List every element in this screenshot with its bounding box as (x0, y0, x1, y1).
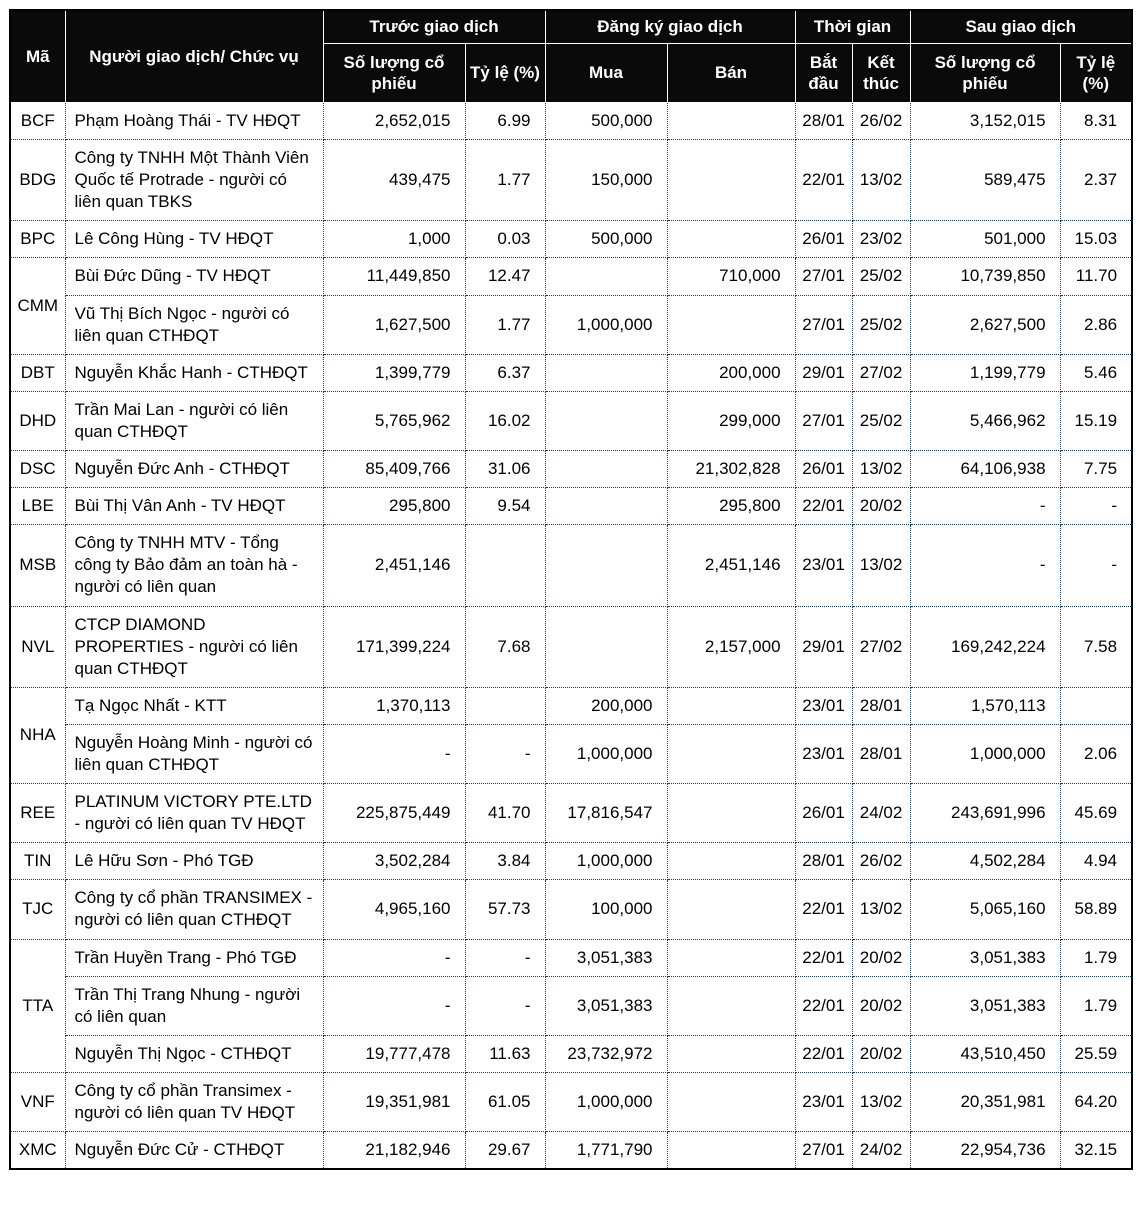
after-pct-cell: 7.58 (1060, 606, 1132, 687)
after-pct-cell: 8.31 (1060, 103, 1132, 140)
after-pct-cell: 32.15 (1060, 1132, 1132, 1170)
before-pct-cell: 9.54 (465, 488, 545, 525)
header-after-qty: Số lượng cổ phiếu (910, 44, 1060, 103)
before-pct-cell (465, 687, 545, 724)
before-qty-cell: 1,370,113 (323, 687, 465, 724)
start-date-cell: 29/01 (795, 354, 852, 391)
buy-cell (545, 258, 667, 295)
start-date-cell: 26/01 (795, 221, 852, 258)
after-pct-cell: 45.69 (1060, 784, 1132, 843)
buy-cell: 17,816,547 (545, 784, 667, 843)
ticker-code-cell: XMC (10, 1132, 65, 1170)
trader-name-cell: Tạ Ngọc Nhất - KTT (65, 687, 323, 724)
table-row (10, 606, 1132, 687)
buy-cell: 3,051,383 (545, 939, 667, 976)
ticker-code-cell: LBE (10, 488, 65, 525)
end-date-cell: 25/02 (852, 391, 910, 450)
trader-name-cell: Công ty cổ phần Transimex - người có liên quan TV HĐQT (65, 1072, 323, 1131)
trader-name-cell: PLATINUM VICTORY PTE.LTD - người có liên quan TV HĐQT (65, 784, 323, 843)
after-pct-cell: 25.59 (1060, 1035, 1132, 1072)
after-pct-cell: 2.06 (1060, 724, 1132, 783)
after-pct-cell: 1.79 (1060, 939, 1132, 976)
start-date-cell: 23/01 (795, 1072, 852, 1131)
ticker-code-cell: BCF (10, 103, 65, 140)
before-qty-cell: 21,182,946 (323, 1132, 465, 1170)
sell-cell (667, 784, 795, 843)
start-date-cell: 23/01 (795, 724, 852, 783)
end-date-cell: 25/02 (852, 295, 910, 354)
ticker-code-cell: TJC (10, 880, 65, 939)
buy-cell: 1,771,790 (545, 1132, 667, 1170)
after-pct-cell: 15.03 (1060, 221, 1132, 258)
trader-name-cell: Lê Hữu Sơn - Phó TGĐ (65, 843, 323, 880)
after-qty-cell: 1,570,113 (910, 687, 1060, 724)
after-pct-cell (1060, 687, 1132, 724)
before-qty-cell: 171,399,224 (323, 606, 465, 687)
after-qty-cell: 1,199,779 (910, 354, 1060, 391)
ticker-code-cell: DSC (10, 451, 65, 488)
header-buy: Mua (545, 44, 667, 103)
ticker-code-cell: BDG (10, 140, 65, 221)
table-body (10, 103, 1132, 1170)
trader-name-cell: Công ty TNHH MTV - Tổng công ty Bảo đảm an toàn hà - người có liên quan (65, 525, 323, 606)
header-group-time: Thời gian (795, 10, 910, 44)
before-qty-cell: 439,475 (323, 140, 465, 221)
trader-name-cell: CTCP DIAMOND PROPERTIES - người có liên quan CTHĐQT (65, 606, 323, 687)
start-date-cell: 26/01 (795, 784, 852, 843)
sell-cell (667, 1072, 795, 1131)
end-date-cell: 20/02 (852, 1035, 910, 1072)
header-before-qty: Số lượng cổ phiếu (323, 44, 465, 103)
trader-name-cell: Bùi Thị Vân Anh - TV HĐQT (65, 488, 323, 525)
after-pct-cell: 58.89 (1060, 880, 1132, 939)
before-qty-cell: 85,409,766 (323, 451, 465, 488)
start-date-cell: 27/01 (795, 1132, 852, 1170)
table-row (10, 221, 1132, 258)
end-date-cell: 25/02 (852, 258, 910, 295)
sell-cell (667, 939, 795, 976)
before-qty-cell: - (323, 976, 465, 1035)
trader-name-cell: Trần Thị Trang Nhung - người có liên quan (65, 976, 323, 1035)
table-row (10, 295, 1132, 354)
table-row (10, 354, 1132, 391)
trader-name-cell: Nguyễn Thị Ngọc - CTHĐQT (65, 1035, 323, 1072)
before-pct-cell: - (465, 939, 545, 976)
after-pct-cell: 2.37 (1060, 140, 1132, 221)
table-row (10, 687, 1132, 724)
header-group-before: Trước giao dịch (323, 10, 545, 44)
after-qty-cell: 2,627,500 (910, 295, 1060, 354)
after-pct-cell: 2.86 (1060, 295, 1132, 354)
table-row (10, 880, 1132, 939)
end-date-cell: 28/01 (852, 724, 910, 783)
buy-cell: 200,000 (545, 687, 667, 724)
buy-cell: 23,732,972 (545, 1035, 667, 1072)
after-pct-cell: - (1060, 525, 1132, 606)
sell-cell: 21,302,828 (667, 451, 795, 488)
trader-name-cell: Bùi Đức Dũng - TV HĐQT (65, 258, 323, 295)
sell-cell: 200,000 (667, 354, 795, 391)
start-date-cell: 27/01 (795, 391, 852, 450)
trader-name-cell: Nguyễn Khắc Hanh - CTHĐQT (65, 354, 323, 391)
start-date-cell: 27/01 (795, 295, 852, 354)
buy-cell (545, 606, 667, 687)
before-pct-cell: 29.67 (465, 1132, 545, 1170)
table-row (10, 939, 1132, 976)
before-pct-cell: - (465, 976, 545, 1035)
buy-cell: 3,051,383 (545, 976, 667, 1035)
header-end: Kết thúc (852, 44, 910, 103)
buy-cell: 1,000,000 (545, 724, 667, 783)
before-pct-cell: 3.84 (465, 843, 545, 880)
after-qty-cell: 43,510,450 (910, 1035, 1060, 1072)
buy-cell: 500,000 (545, 221, 667, 258)
before-pct-cell: 16.02 (465, 391, 545, 450)
end-date-cell: 13/02 (852, 451, 910, 488)
end-date-cell: 20/02 (852, 976, 910, 1035)
start-date-cell: 22/01 (795, 488, 852, 525)
trader-name-cell: Nguyễn Đức Cử - CTHĐQT (65, 1132, 323, 1170)
after-qty-cell: 589,475 (910, 140, 1060, 221)
before-qty-cell: - (323, 724, 465, 783)
before-qty-cell: 5,765,962 (323, 391, 465, 450)
before-qty-cell: 1,627,500 (323, 295, 465, 354)
after-qty-cell: 3,051,383 (910, 939, 1060, 976)
buy-cell: 1,000,000 (545, 295, 667, 354)
before-qty-cell: 1,399,779 (323, 354, 465, 391)
end-date-cell: 23/02 (852, 221, 910, 258)
before-pct-cell: 12.47 (465, 258, 545, 295)
header-after-pct: Tỷ lệ (%) (1060, 44, 1132, 103)
after-qty-cell: 501,000 (910, 221, 1060, 258)
after-qty-cell: 5,466,962 (910, 391, 1060, 450)
sell-cell: 2,451,146 (667, 525, 795, 606)
end-date-cell: 27/02 (852, 354, 910, 391)
start-date-cell: 22/01 (795, 939, 852, 976)
start-date-cell: 28/01 (795, 843, 852, 880)
after-qty-cell: 3,152,015 (910, 103, 1060, 140)
ticker-code-cell: DBT (10, 354, 65, 391)
ticker-code-cell: MSB (10, 525, 65, 606)
table-row (10, 1072, 1132, 1131)
buy-cell: 500,000 (545, 103, 667, 140)
table-row (10, 488, 1132, 525)
start-date-cell: 23/01 (795, 687, 852, 724)
end-date-cell: 24/02 (852, 1132, 910, 1170)
buy-cell (545, 391, 667, 450)
ticker-code-cell: REE (10, 784, 65, 843)
table-row (10, 258, 1132, 295)
trader-name-cell: Nguyễn Đức Anh - CTHĐQT (65, 451, 323, 488)
before-pct-cell (465, 525, 545, 606)
table-row (10, 1035, 1132, 1072)
after-pct-cell: 11.70 (1060, 258, 1132, 295)
before-pct-cell: 6.99 (465, 103, 545, 140)
trader-name-cell: Công ty TNHH Một Thành Viên Quốc tế Protrade - người có liên quan TBKS (65, 140, 323, 221)
ticker-code-cell: NVL (10, 606, 65, 687)
table-row (10, 976, 1132, 1035)
sell-cell (667, 1132, 795, 1170)
table-row (10, 525, 1132, 606)
sell-cell (667, 976, 795, 1035)
start-date-cell: 23/01 (795, 525, 852, 606)
end-date-cell: 28/01 (852, 687, 910, 724)
after-qty-cell: 243,691,996 (910, 784, 1060, 843)
after-pct-cell: 15.19 (1060, 391, 1132, 450)
buy-cell: 1,000,000 (545, 843, 667, 880)
start-date-cell: 22/01 (795, 976, 852, 1035)
end-date-cell: 13/02 (852, 140, 910, 221)
table-row (10, 1132, 1132, 1170)
trader-name-cell: Phạm Hoàng Thái - TV HĐQT (65, 103, 323, 140)
after-pct-cell: - (1060, 488, 1132, 525)
sell-cell (667, 221, 795, 258)
before-qty-cell: 1,000 (323, 221, 465, 258)
table-row (10, 140, 1132, 221)
after-qty-cell: 64,106,938 (910, 451, 1060, 488)
end-date-cell: 13/02 (852, 1072, 910, 1131)
end-date-cell: 13/02 (852, 525, 910, 606)
buy-cell: 1,000,000 (545, 1072, 667, 1131)
start-date-cell: 26/01 (795, 451, 852, 488)
end-date-cell: 20/02 (852, 939, 910, 976)
before-qty-cell: 19,777,478 (323, 1035, 465, 1072)
before-pct-cell: 7.68 (465, 606, 545, 687)
after-qty-cell: 22,954,736 (910, 1132, 1060, 1170)
buy-cell (545, 354, 667, 391)
start-date-cell: 29/01 (795, 606, 852, 687)
header-group-row (10, 10, 1132, 44)
header-group-after: Sau giao dịch (910, 10, 1132, 44)
before-qty-cell: 3,502,284 (323, 843, 465, 880)
sell-cell (667, 724, 795, 783)
start-date-cell: 22/01 (795, 140, 852, 221)
before-pct-cell: 57.73 (465, 880, 545, 939)
before-pct-cell: 11.63 (465, 1035, 545, 1072)
sell-cell (667, 103, 795, 140)
before-pct-cell: 31.06 (465, 451, 545, 488)
before-pct-cell: 41.70 (465, 784, 545, 843)
trader-name-cell: Trần Huyền Trang - Phó TGĐ (65, 939, 323, 976)
before-pct-cell: 0.03 (465, 221, 545, 258)
ticker-code-cell: NHA (10, 687, 65, 783)
ticker-code-cell: CMM (10, 258, 65, 354)
before-qty-cell: 11,449,850 (323, 258, 465, 295)
before-qty-cell: 4,965,160 (323, 880, 465, 939)
before-qty-cell: 19,351,981 (323, 1072, 465, 1131)
end-date-cell: 24/02 (852, 784, 910, 843)
insider-trading-table (9, 9, 1133, 1170)
end-date-cell: 26/02 (852, 843, 910, 880)
before-pct-cell: 61.05 (465, 1072, 545, 1131)
buy-cell (545, 525, 667, 606)
end-date-cell: 20/02 (852, 488, 910, 525)
before-qty-cell: 295,800 (323, 488, 465, 525)
after-qty-cell: 10,739,850 (910, 258, 1060, 295)
sell-cell (667, 880, 795, 939)
table-row (10, 103, 1132, 140)
buy-cell: 100,000 (545, 880, 667, 939)
after-pct-cell: 4.94 (1060, 843, 1132, 880)
start-date-cell: 28/01 (795, 103, 852, 140)
header-trader: Người giao dịch/ Chức vụ (65, 10, 323, 103)
sell-cell: 295,800 (667, 488, 795, 525)
header-code: Mã (10, 10, 65, 103)
trader-name-cell: Lê Công Hùng - TV HĐQT (65, 221, 323, 258)
before-pct-cell: 1.77 (465, 140, 545, 221)
sell-cell: 2,157,000 (667, 606, 795, 687)
buy-cell: 150,000 (545, 140, 667, 221)
before-qty-cell: 2,451,146 (323, 525, 465, 606)
sell-cell: 299,000 (667, 391, 795, 450)
after-qty-cell: 4,502,284 (910, 843, 1060, 880)
after-pct-cell: 64.20 (1060, 1072, 1132, 1131)
sell-cell (667, 1035, 795, 1072)
after-qty-cell: 3,051,383 (910, 976, 1060, 1035)
ticker-code-cell: BPC (10, 221, 65, 258)
before-qty-cell: 225,875,449 (323, 784, 465, 843)
end-date-cell: 27/02 (852, 606, 910, 687)
table-row (10, 724, 1132, 783)
start-date-cell: 27/01 (795, 258, 852, 295)
after-qty-cell: 1,000,000 (910, 724, 1060, 783)
before-qty-cell: - (323, 939, 465, 976)
sell-cell: 710,000 (667, 258, 795, 295)
header-sell: Bán (667, 44, 795, 103)
ticker-code-cell: TIN (10, 843, 65, 880)
end-date-cell: 26/02 (852, 103, 910, 140)
trader-name-cell: Nguyễn Hoàng Minh - người có liên quan CTHĐQT (65, 724, 323, 783)
header-before-pct: Tỷ lệ (%) (465, 44, 545, 103)
trader-name-cell: Trần Mai Lan - người có liên quan CTHĐQT (65, 391, 323, 450)
buy-cell (545, 488, 667, 525)
after-pct-cell: 5.46 (1060, 354, 1132, 391)
ticker-code-cell: DHD (10, 391, 65, 450)
start-date-cell: 22/01 (795, 1035, 852, 1072)
before-pct-cell: 6.37 (465, 354, 545, 391)
header-start: Bắt đầu (795, 44, 852, 103)
before-qty-cell: 2,652,015 (323, 103, 465, 140)
buy-cell (545, 451, 667, 488)
trader-name-cell: Công ty cổ phần TRANSIMEX - người có liên quan CTHĐQT (65, 880, 323, 939)
table-row (10, 843, 1132, 880)
sell-cell (667, 687, 795, 724)
ticker-code-cell: VNF (10, 1072, 65, 1131)
ticker-code-cell: TTA (10, 939, 65, 1072)
before-pct-cell: - (465, 724, 545, 783)
after-qty-cell: 20,351,981 (910, 1072, 1060, 1131)
after-pct-cell: 7.75 (1060, 451, 1132, 488)
start-date-cell: 22/01 (795, 880, 852, 939)
after-qty-cell: 5,065,160 (910, 880, 1060, 939)
after-qty-cell: - (910, 525, 1060, 606)
after-qty-cell: - (910, 488, 1060, 525)
sell-cell (667, 140, 795, 221)
table-row (10, 391, 1132, 450)
table-header (10, 10, 1132, 103)
table-row (10, 451, 1132, 488)
sell-cell (667, 843, 795, 880)
table-row (10, 784, 1132, 843)
end-date-cell: 13/02 (852, 880, 910, 939)
sell-cell (667, 295, 795, 354)
before-pct-cell: 1.77 (465, 295, 545, 354)
after-qty-cell: 169,242,224 (910, 606, 1060, 687)
header-group-register: Đăng ký giao dịch (545, 10, 795, 44)
after-pct-cell: 1.79 (1060, 976, 1132, 1035)
trader-name-cell: Vũ Thị Bích Ngọc - người có liên quan CTHĐQT (65, 295, 323, 354)
